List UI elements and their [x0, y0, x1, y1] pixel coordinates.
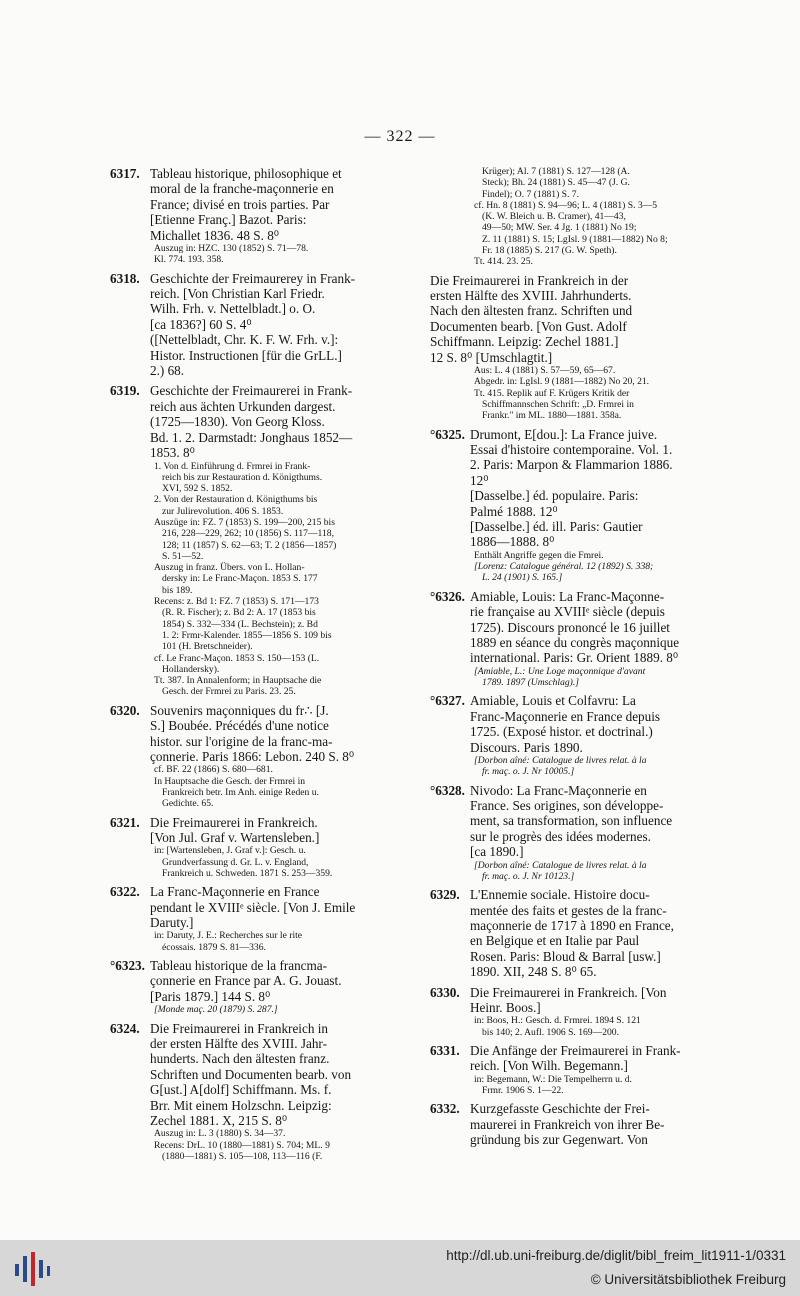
- entry-text-line: 1725). Discours prononcé le 16 juillet: [470, 619, 670, 635]
- entry-note-line: Fr. 18 (1885) S. 217 (G. W. Speth).: [482, 245, 617, 257]
- entry-number: °6326.: [430, 588, 465, 604]
- entry-text-line: 2.) 68.: [150, 363, 185, 379]
- entry-note-line: in: Daruty, J. E.: Recherches sur le rite: [154, 930, 303, 942]
- entry-number: °6323.: [110, 958, 145, 974]
- entry-text-line: gründung bis zur Gegenwart. Von: [470, 1132, 648, 1148]
- entry-text-line: Palmé 1888. 12⁰: [470, 503, 558, 519]
- entry-note-line: Auszug in franz. Übers. von L. Hollan-: [154, 562, 305, 574]
- entry-text-line: Nach den ältesten franz. Schriften und: [430, 303, 633, 319]
- entry-note-line: 128; 11 (1857) S. 62—63; T. 2 (1856—1857): [162, 539, 337, 551]
- entry-text-line: histor. sur l'origine de la franc-ma-: [150, 733, 333, 749]
- entry-text-line: Die Anfänge der Freimaurerei in Frank-: [470, 1043, 681, 1059]
- entry-text-line: S.] Boubée. Précédés d'une notice: [150, 718, 329, 734]
- entry-number: °6327.: [430, 693, 465, 709]
- entry-text-line: 1853. 8⁰: [150, 445, 195, 461]
- entry-note-line: Gedichte. 65.: [162, 798, 214, 810]
- entry-number: 6332.: [430, 1101, 460, 1117]
- entry-text-line: Brr. Mit einem Holzschn. Leipzig:: [150, 1097, 332, 1113]
- entry-note-line: Gesch. der Frmrei zu Paris. 23. 25.: [162, 686, 296, 698]
- entry-text-line: 1890. XII, 248 S. 8⁰ 65.: [470, 964, 597, 980]
- entry-note-line: 216, 228—229, 262; 10 (1856) S. 117—118,: [162, 528, 334, 540]
- entry-text-line: moral de la franche-maçonnerie en: [150, 181, 334, 197]
- entry-text-line: Essai d'histoire contemporaine. Vol. 1.: [470, 442, 673, 457]
- entry-text-line: Drumont, E[dou.]: La France juive.: [470, 426, 658, 442]
- entry-note-line: fr. maç. o. J. Nr 10123.]: [482, 870, 575, 882]
- entry-note-line: écossais. 1879 S. 81—336.: [162, 941, 266, 953]
- entry-text-line: Daruty.]: [150, 915, 194, 931]
- entry-note-line: cf. Le Franc-Maçon. 1853 S. 150—153 (L.: [154, 652, 320, 664]
- entry-number: 6329.: [430, 887, 460, 903]
- entry-number: 6320.: [110, 702, 140, 718]
- entry-text-line: 1725. (Exposé histor. et doctrinal.): [470, 724, 653, 740]
- entry-note-line: (K. W. Bleich u. B. Cramer), 41—43,: [482, 211, 626, 223]
- entry-text-line: reich aus ächten Urkunden dargest.: [150, 398, 336, 414]
- entry-text-line: [ca 1836?] 60 S. 4⁰: [150, 316, 252, 332]
- entry-note-line: 101 (H. Bretschneider).: [162, 641, 253, 653]
- entry-note-line: Auszug in: HZC. 130 (1852) S. 71—78.: [154, 243, 309, 255]
- entry-text-line: Geschichte der Freimaurerei in Frank-: [150, 383, 353, 399]
- entry-note-line: Tt. 387. In Annalenform; in Hauptsache die: [154, 675, 322, 687]
- entry-text-line: der ersten Hälfte des XVIII. Jahr-: [150, 1035, 327, 1051]
- entry-note-line: (R. R. Fischer); z. Bd 2: A. 17 (1853 bis: [162, 607, 316, 619]
- bibliography-entry: [110, 884, 390, 953]
- entry-text-line: Michallet 1836. 48 S. 8⁰: [150, 227, 280, 243]
- entry-note-line: in: [Wartensleben, J. Graf v.]: Gesch. u.: [154, 845, 306, 857]
- bibliography-entry: [430, 273, 690, 422]
- entry-note-line: Findel); O. 7 (1881) S. 7.: [482, 188, 580, 200]
- entry-number: 6324.: [110, 1020, 140, 1036]
- entry-text-line: en Belgique et en Italie par Paul: [470, 933, 640, 949]
- entry-text-line: Die Freimaurerei in Frankreich in: [150, 1020, 328, 1036]
- left-column: [110, 166, 390, 1167]
- entry-text-line: mentée des faits et gestes de la franc-: [470, 902, 667, 918]
- entry-note-line: Auszug in: L. 3 (1880) S. 34—37.: [154, 1128, 286, 1140]
- entry-text-line: Nivodo: La Franc-Maçonnerie en: [470, 782, 647, 798]
- entry-note-line: 2. Von der Restauration d. Königthums bis: [154, 494, 318, 506]
- entry-text-line: Documenten bearb. [Von Gust. Adolf: [430, 318, 627, 334]
- bibliography-entry: [430, 427, 690, 584]
- entry-text-line: 2. Paris: Marpon & Flammarion 1886.: [470, 457, 673, 473]
- source-url-link[interactable]: http://dl.ub.uni-freiburg.de/diglit/bibl_freim_lit1911-1/0331: [446, 1248, 786, 1263]
- entry-number: 6331.: [430, 1043, 460, 1059]
- entry-note-line: cf. Hn. 8 (1881) S. 94—96; L. 4 (1881) S. 3—5: [474, 199, 658, 211]
- entry-number: °6325.: [430, 426, 465, 442]
- entry-text-line: Histor. Instructionen [für die GrLL.]: [150, 347, 342, 363]
- entry-note-line: Recens: z. Bd 1: FZ. 7 (1853) S. 171—173: [154, 596, 319, 608]
- entry-text-line: [Von Jul. Graf v. Wartensleben.]: [150, 829, 320, 845]
- entry-text-line: ersten Hälfte des XVIII. Jahrhunderts.: [430, 288, 632, 304]
- bibliography-entry: [430, 693, 690, 777]
- entry-text-line: [Paris 1879.] 144 S. 8⁰: [150, 988, 271, 1004]
- entry-note-line: 1. 2: Frmr-Kalender. 1855—1856 S. 109 bis: [162, 629, 332, 641]
- bibliography-entry: [430, 985, 690, 1038]
- entry-text-line: 1886—1888. 8⁰: [470, 534, 555, 550]
- entry-text-line: Souvenirs maçonniques du fr∴ [J.: [150, 702, 329, 718]
- entry-number: 6330.: [430, 984, 460, 1000]
- right-column: [430, 166, 690, 1153]
- entry-note-line: Frankr." im ML. 1880—1881. 358a.: [482, 410, 622, 422]
- entry-note-line: Frmr. 1906 S. 1—22.: [482, 1085, 564, 1097]
- entry-text-line: international. Paris: Gr. Orient 1889. 8⁰: [470, 650, 679, 666]
- entry-note-line: Steck); Bh. 24 (1881) S. 45—47 (J. G.: [482, 177, 630, 189]
- entry-text-line: Schiffmann. Leipzig: Zechel 1881.]: [430, 334, 619, 350]
- entry-note-line: Frankreich betr. Im Anh. einige Reden u.: [162, 786, 319, 798]
- entry-text-line: Amiable, Louis et Colfavru: La: [470, 693, 636, 709]
- entry-note-line: cf. BF. 22 (1866) S. 680—681.: [154, 764, 273, 776]
- entry-note-line: Tt. 414. 23. 25.: [474, 256, 533, 268]
- entry-note-line: [Amiable, L.: Une Loge maçonnique d'avant: [474, 665, 646, 677]
- copyright-text: © Universitätsbibliothek Freiburg: [590, 1272, 786, 1287]
- entry-note-line: Enthält Angriffe gegen die Fmrei.: [474, 549, 604, 561]
- entry-note-line: reich bis zur Restauration d. Königthums.: [162, 471, 323, 483]
- entry-text-line: çonnerie. Paris 1866: Lebon. 240 S. 8⁰: [150, 748, 355, 764]
- entry-text-line: 1889 en séance du congrès maçonnique: [470, 634, 680, 650]
- entry-text-line: pendant le XVIIIᵉ siècle. [Von J. Emile: [150, 899, 356, 915]
- bibliography-entry: [430, 1043, 690, 1096]
- entry-note-line: 49—50; MW. Ser. 4 Jg. 1 (1881) No 19;: [482, 222, 637, 234]
- entry-note-line: dersky in: Le Franc-Maçon. 1853 S. 177: [162, 573, 318, 585]
- bibliography-entry: [110, 383, 390, 697]
- entry-text-line: reich. [Von Christian Karl Friedr.: [150, 286, 325, 302]
- entry-text-line: çonnerie en France par A. G. Jouast.: [150, 973, 342, 989]
- entry-text-line: [Etienne Franç.] Bazot. Paris:: [150, 212, 307, 228]
- entry-text-line: Die Freimaurerei in Frankreich. [Von: [470, 984, 667, 1000]
- entry-text-line: Die Freimaurerei in Frankreich.: [150, 814, 318, 830]
- entry-note-line: 1. Von d. Einführung d. Frmrei in Frank-: [154, 460, 311, 472]
- bibliography-entry: [110, 1021, 390, 1163]
- entry-note-line: S. 51—52.: [162, 550, 204, 562]
- entry-text-line: Heinr. Boos.]: [470, 1000, 541, 1016]
- entry-note-line: Recens: DrL. 10 (1880—1881) S. 704; ML. 9: [154, 1139, 330, 1151]
- entry-note-line: bis 140; 2. Aufl. 1906 S. 169—200.: [482, 1026, 619, 1038]
- entry-note-line: fr. maç. o. J. Nr 10005.]: [482, 766, 575, 778]
- entry-note-line: Schiffmannschen Schrift: „D. Frmrei in: [482, 399, 634, 410]
- entry-text-line: France. Ses origines, son développe-: [470, 797, 664, 813]
- entry-number: 6322.: [110, 884, 140, 900]
- bibliography-entry: [430, 589, 690, 689]
- entry-text-line: maurerei in Frankreich von ihrer Be-: [470, 1116, 665, 1132]
- entry-text-line: Zechel 1881. X, 215 S. 8⁰: [150, 1113, 288, 1129]
- entry-text-line: Franc-Maçonnerie en France depuis: [470, 708, 661, 724]
- entry-note-line: [Dorbon aîné: Catalogue de livres relat. à la: [474, 859, 647, 871]
- entry-text-line: Geschichte der Freimaurerey in Frank-: [150, 270, 356, 286]
- entry-text-line: [Dasselbe.] éd. populaire. Paris:: [470, 488, 639, 504]
- entry-text-line: Bd. 1. 2. Darmstadt: Jonghaus 1852—: [150, 429, 353, 445]
- bibliography-entry: [110, 815, 390, 880]
- entry-number: 6321.: [110, 814, 140, 830]
- entry-text-line: [Dasselbe.] éd. ill. Paris: Gautier: [470, 519, 643, 535]
- entry-number: °6328.: [430, 782, 465, 798]
- entry-text-line: Kurzgefasste Geschichte der Frei-: [470, 1101, 650, 1117]
- entry-text-line: La Franc-Maçonnerie en France: [150, 884, 320, 900]
- bibliography-entry: [430, 1101, 690, 1147]
- entry-text-line: Wilh. Frh. v. Nettelbladt.] o. O.: [150, 301, 316, 317]
- bibliography-entry: [110, 958, 390, 1016]
- entry-text-line: France; divisé en trois parties. Par: [150, 196, 330, 212]
- entry-text-line: sur le progrès des idées modernes.: [470, 828, 651, 844]
- entry-note-line: Grundverfassung d. Gr. L. v. England,: [162, 856, 309, 868]
- entry-note-line: (1880—1881) S. 105—108, 113—116 (F.: [162, 1151, 323, 1163]
- entry-note-line: XVI, 592 S. 1852.: [162, 483, 233, 495]
- entry-text-line: ment, sa transformation, son influence: [470, 813, 673, 829]
- viewer-footer: [0, 1240, 800, 1296]
- entry-text-line: reich. [Von Wilh. Begemann.]: [470, 1058, 628, 1074]
- entry-text-line: Discours. Paris 1890.: [470, 739, 583, 755]
- entry-note-line: Tt. 415. Replik auf F. Krügers Kritik der: [474, 387, 630, 399]
- entry-note-line: bis 189.: [162, 584, 193, 596]
- ub-freiburg-logo-icon[interactable]: [12, 1248, 52, 1288]
- entry-text-line: Tableau historique de la francma-: [150, 958, 328, 974]
- entry-note-line: Auszüge in: FZ. 7 (1853) S. 199—200, 215 bis: [154, 516, 335, 528]
- entry-text-line: Tableau historique, philosophique et: [150, 166, 342, 181]
- entry-note-line: Abgedr. in: LgIsl. 9 (1881—1882) No 20, 21.: [474, 376, 650, 388]
- entry-note-line: [Monde maç. 20 (1879) S. 287.]: [154, 1004, 278, 1016]
- bibliography-entry: [430, 887, 690, 979]
- entry-note-line: 1789. 1897 (Umschlag).]: [482, 677, 579, 689]
- entry-text-line: maçonnerie de 1717 à 1890 en France,: [470, 918, 674, 934]
- bibliography-entry: [110, 166, 390, 266]
- entry-note-line: 1854) S. 332—334 (L. Bechstein); z. Bd: [162, 618, 318, 630]
- entry-note-line: zur Julirevolution. 406 S. 1853.: [162, 505, 284, 517]
- entry-note-line: L. 24 (1901) S. 165.]: [482, 572, 563, 584]
- entry-note-line: Z. 11 (1881) S. 15; LgIsl. 9 (1881—1882) No 8;: [482, 233, 668, 245]
- entry-note-line: Aus: L. 4 (1881) S. 57—59, 65—67.: [474, 365, 616, 377]
- entry-text-line: (1725—1830). Von Georg Kloss.: [150, 414, 325, 430]
- entry-text-line: Die Freimaurerei in Frankreich in der: [430, 272, 629, 288]
- bibliography-entry: [110, 703, 390, 810]
- entry-text-line: rie française au XVIIIᵉ siècle (depuis: [470, 604, 665, 620]
- entry-number: 6318.: [110, 270, 140, 286]
- entry-note-line: Hollandersky).: [162, 663, 220, 675]
- entry-text-line: Schriften und Documenten bearb. von: [150, 1066, 352, 1082]
- entry-text-line: ([Nettelbladt, Chr. K. F. W. Frh. v.]:: [150, 332, 339, 348]
- entry-text-line: 12 S. 8⁰ [Umschlagtit.]: [430, 349, 553, 365]
- entry-text-line: G[ust.] A[dolf] Schiffmann. Ms. f.: [150, 1082, 332, 1098]
- entry-text-line: L'Ennemie sociale. Histoire docu-: [470, 887, 650, 903]
- entry-note-line: in: Begemann, W.: Die Tempelherrn u. d.: [474, 1073, 632, 1085]
- entry-text-line: 12⁰: [470, 472, 489, 488]
- entry-note-line: [Dorbon aîné: Catalogue de livres relat. à la: [474, 754, 647, 766]
- bibliography-entry: [430, 783, 690, 883]
- entry-note-line: In Hauptsache die Gesch. der Frmrei in: [154, 775, 306, 787]
- entry-text-line: Amiable, Louis: La Franc-Maçonne-: [470, 588, 665, 604]
- bibliography-entry: [430, 166, 690, 268]
- page-number: — 322 —: [364, 128, 436, 145]
- entry-number: 6317.: [110, 166, 140, 181]
- entry-text-line: hunderts. Nach den ältesten franz.: [150, 1051, 330, 1067]
- entry-note-line: [Lorenz: Catalogue général. 12 (1892) S. 338;: [474, 561, 654, 573]
- entry-note-line: in: Boos, H.: Gesch. d. Frmrei. 1894 S. 121: [474, 1015, 641, 1027]
- entry-number: 6319.: [110, 383, 140, 399]
- bibliography-entry: [110, 271, 390, 379]
- entry-text-line: [ca 1890.]: [470, 844, 524, 860]
- entry-text-line: Rosen. Paris: Bloud & Barral [usw.]: [470, 948, 661, 964]
- entry-note-line: Kl. 774. 193. 358.: [154, 254, 224, 266]
- entry-note-line: Krüger); Al. 7 (1881) S. 127—128 (A.: [482, 166, 630, 177]
- entry-note-line: Frankreich u. Schweden. 1871 S. 253—359.: [162, 867, 333, 879]
